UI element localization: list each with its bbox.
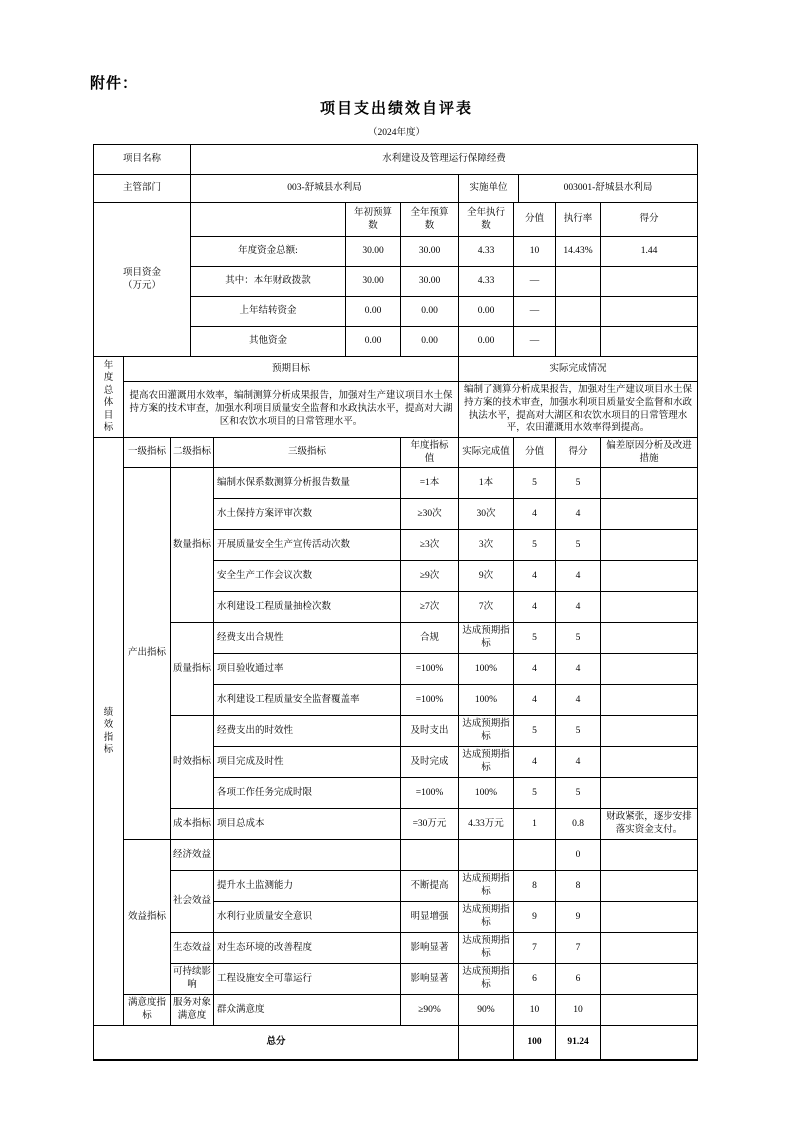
deviation-cell (601, 778, 698, 809)
score-cell: 6 (556, 964, 601, 995)
title-block (0, 97, 793, 138)
level2-quality: 质量指标 (171, 623, 214, 716)
funds-cell: 0.00 (459, 327, 514, 357)
funds-cell: 10 (514, 237, 556, 267)
score-cell: 4 (556, 747, 601, 778)
total-score-value: 100 (514, 1026, 556, 1060)
table-row (94, 175, 698, 203)
score-value-cell: 5 (514, 623, 556, 654)
funds-cell: 4.33 (459, 267, 514, 297)
target-cell (401, 840, 459, 871)
funds-table (93, 202, 698, 357)
funds-row-label-total: 年度资金总额: (191, 237, 346, 267)
level2-ecological: 生态效益 (171, 933, 214, 964)
target-cell: =30万元 (401, 809, 459, 840)
table-row (94, 840, 698, 871)
funds-header-annual-budget: 全年预算数 (401, 203, 459, 237)
l3-cell: 编制水保系数测算分析报告数量 (214, 468, 401, 499)
l3-cell: 经费支出合规性 (214, 623, 401, 654)
funds-cell: 4.33 (459, 237, 514, 267)
score-cell: 5 (556, 530, 601, 561)
total-row (94, 1026, 698, 1060)
funds-cell (556, 327, 601, 357)
actual-cell: 达成预期指标 (459, 623, 514, 654)
l3-cell (214, 840, 401, 871)
score-value-cell: 4 (514, 561, 556, 592)
table-row (94, 382, 698, 438)
target-cell: =100% (401, 778, 459, 809)
header-level3: 三级指标 (214, 438, 401, 468)
attachment-label: 附件： (90, 76, 139, 92)
actual-cell: 达成预期指标 (459, 902, 514, 933)
funds-cell (556, 267, 601, 297)
deviation-cell (601, 561, 698, 592)
score-cell: 0.8 (556, 809, 601, 840)
total-actual (459, 1026, 514, 1060)
page-title: 项目支出绩效自评表 (319, 101, 473, 117)
actual-cell: 100% (459, 685, 514, 716)
deviation-cell (601, 995, 698, 1026)
l3-cell: 水利建设工程质量安全监督覆盖率 (214, 685, 401, 716)
score-value-cell: 10 (514, 995, 556, 1026)
actual-cell: 90% (459, 995, 514, 1026)
score-value-cell: 8 (514, 871, 556, 902)
funds-cell: — (514, 297, 556, 327)
funds-header-score: 得分 (601, 203, 698, 237)
funds-row-label-line1: 项目资金 (122, 267, 161, 278)
score-cell: 4 (556, 685, 601, 716)
level1-output: 产出指标 (124, 468, 171, 840)
funds-row-label-carryover: 上年结转资金 (191, 297, 346, 327)
score-cell: 4 (556, 561, 601, 592)
deviation-cell (601, 964, 698, 995)
score-cell: 7 (556, 933, 601, 964)
actual-cell: 3次 (459, 530, 514, 561)
actual-cell: 100% (459, 654, 514, 685)
l3-cell: 项目验收通过率 (214, 654, 401, 685)
funds-cell: 0.00 (459, 297, 514, 327)
table-row (94, 964, 698, 995)
actual-cell: 1本 (459, 468, 514, 499)
target-cell: ≥9次 (401, 561, 459, 592)
score-cell: 5 (556, 623, 601, 654)
l3-cell: 水利建设工程质量抽检次数 (214, 592, 401, 623)
deviation-cell (601, 716, 698, 747)
table-row (94, 933, 698, 964)
funds-cell: 0.00 (401, 297, 459, 327)
score-value-cell: 5 (514, 468, 556, 499)
score-cell: 10 (556, 995, 601, 1026)
score-cell: 4 (556, 592, 601, 623)
deviation-cell (601, 468, 698, 499)
deviation-cell (601, 840, 698, 871)
deviation-cell (601, 685, 698, 716)
funds-cell (601, 297, 698, 327)
deviation-cell (601, 902, 698, 933)
score-cell: 8 (556, 871, 601, 902)
target-cell: =100% (401, 685, 459, 716)
score-value-cell: 7 (514, 933, 556, 964)
target-cell: =1本 (401, 468, 459, 499)
header-actual-value: 实际完成值 (459, 438, 514, 468)
self-evaluation-table (93, 144, 697, 1061)
funds-cell: 1.44 (601, 237, 698, 267)
target-cell: ≥3次 (401, 530, 459, 561)
total-score: 91.24 (556, 1026, 601, 1060)
funds-header-empty (191, 203, 346, 237)
funds-cell: 0.00 (401, 327, 459, 357)
funds-cell: — (514, 267, 556, 297)
indicators-table (93, 437, 698, 1061)
l3-cell: 各项工作任务完成时限 (214, 778, 401, 809)
score-value-cell: 6 (514, 964, 556, 995)
actual-cell: 达成预期指标 (459, 933, 514, 964)
table-row (94, 871, 698, 902)
header-deviation: 偏差原因分析及改进措施 (601, 438, 698, 468)
actual-cell (459, 840, 514, 871)
project-name-label: 项目名称 (94, 145, 191, 175)
funds-cell: 0.00 (346, 327, 401, 357)
l3-cell: 水利行业质量安全意识 (214, 902, 401, 933)
expected-goal-header: 预期目标 (124, 357, 459, 382)
funds-row-label (94, 203, 191, 357)
target-cell: 不断提高 (401, 871, 459, 902)
actual-cell: 达成预期指标 (459, 716, 514, 747)
target-cell: ≥7次 (401, 592, 459, 623)
implement-unit-label: 实施单位 (459, 175, 519, 203)
implement-unit-value: 003001-舒城县水利局 (519, 175, 698, 203)
deviation-cell (601, 623, 698, 654)
level1-benefit: 效益指标 (124, 840, 171, 995)
total-deviation (601, 1026, 698, 1060)
funds-row-label-other: 其他资金 (191, 327, 346, 357)
department-label: 主管部门 (94, 175, 191, 203)
target-cell: 明显增强 (401, 902, 459, 933)
table-row (94, 995, 698, 1026)
funds-header-exec-rate: 执行率 (556, 203, 601, 237)
score-value-cell: 4 (514, 685, 556, 716)
score-value-cell: 4 (514, 654, 556, 685)
target-cell: ≥90% (401, 995, 459, 1026)
l3-cell: 群众满意度 (214, 995, 401, 1026)
header-score-value: 分值 (514, 438, 556, 468)
total-label: 总分 (94, 1026, 459, 1060)
score-cell: 4 (556, 654, 601, 685)
annual-goal-side-label-text: 年度总体目标 (103, 360, 114, 434)
funds-cell: 30.00 (346, 237, 401, 267)
actual-completion-text: 编制了测算分析成果报告，加强对生产建议项目水土保持方案的技术审查，加强水利项目质量安全监督和水政执法水平，提高对大湖区和农饮水项目的日常管理水平，农田灌溉用水效率得到提高。 (459, 382, 698, 438)
score-cell: 5 (556, 778, 601, 809)
table-row (94, 468, 698, 499)
funds-header-executed: 全年执行数 (459, 203, 514, 237)
target-cell: 及时完成 (401, 747, 459, 778)
score-cell: 0 (556, 840, 601, 871)
info-table (93, 144, 698, 203)
funds-header-score-value: 分值 (514, 203, 556, 237)
score-value-cell: 5 (514, 716, 556, 747)
deviation-cell: 财政紧张，逐步安排落实资金支付。 (601, 809, 698, 840)
table-row (94, 145, 698, 175)
table-row (94, 357, 698, 382)
deviation-cell (601, 530, 698, 561)
level2-service: 服务对象满意度 (171, 995, 214, 1026)
level2-sustainable: 可持续影响 (171, 964, 214, 995)
level2-quantity: 数量指标 (171, 468, 214, 623)
actual-cell: 30次 (459, 499, 514, 530)
l3-cell: 对生态环境的改善程度 (214, 933, 401, 964)
deviation-cell (601, 592, 698, 623)
score-value-cell: 9 (514, 902, 556, 933)
funds-cell: 30.00 (401, 267, 459, 297)
funds-header-initial-budget: 年初预算数 (346, 203, 401, 237)
score-value-cell: 4 (514, 592, 556, 623)
funds-cell: 0.00 (346, 297, 401, 327)
score-value-cell: 1 (514, 809, 556, 840)
funds-cell (601, 327, 698, 357)
table-row (94, 716, 698, 747)
level2-economic: 经济效益 (171, 840, 214, 871)
l3-cell: 经费支出的时效性 (214, 716, 401, 747)
level2-social: 社会效益 (171, 871, 214, 933)
indicators-side-label (94, 438, 124, 1026)
header-annual-target: 年度指标值 (401, 438, 459, 468)
target-cell: 合规 (401, 623, 459, 654)
header-level2: 二级指标 (171, 438, 214, 468)
department-value: 003-舒城县水利局 (191, 175, 459, 203)
level1-satisfaction: 满意度指标 (124, 995, 171, 1026)
header-score: 得分 (556, 438, 601, 468)
deviation-cell (601, 871, 698, 902)
l3-cell: 开展质量安全生产宣传活动次数 (214, 530, 401, 561)
level2-time: 时效指标 (171, 716, 214, 809)
target-cell: 影响显著 (401, 964, 459, 995)
table-row (94, 623, 698, 654)
score-cell: 9 (556, 902, 601, 933)
funds-cell: 14.43% (556, 237, 601, 267)
actual-cell: 9次 (459, 561, 514, 592)
l3-cell: 项目完成及时性 (214, 747, 401, 778)
actual-completion-header: 实际完成情况 (459, 357, 698, 382)
indicators-side-label-text: 绩效指标 (103, 707, 114, 756)
deviation-cell (601, 499, 698, 530)
funds-row-label-fiscal: 其中：本年财政拨款 (191, 267, 346, 297)
score-value-cell (514, 840, 556, 871)
indicators-header-row (94, 438, 698, 468)
target-cell: ≥30次 (401, 499, 459, 530)
expected-goal-text: 提高农田灌溉用水效率，编制测算分析成果报告，加强对生产建议项目水土保持方案的技术审查，加强水利项目质量安全监督和水政执法水平，提高对大湖区和农饮水项目的日常管理水平。 (124, 382, 459, 438)
score-cell: 5 (556, 468, 601, 499)
score-cell: 4 (556, 499, 601, 530)
actual-cell: 4.33万元 (459, 809, 514, 840)
funds-cell: 30.00 (346, 267, 401, 297)
l3-cell: 水土保持方案评审次数 (214, 499, 401, 530)
actual-cell: 达成预期指标 (459, 747, 514, 778)
page-subtitle: （2024年度） (367, 128, 425, 138)
funds-header-row (94, 203, 698, 237)
score-value-cell: 4 (514, 747, 556, 778)
l3-cell: 安全生产工作会议次数 (214, 561, 401, 592)
score-cell: 5 (556, 716, 601, 747)
l3-cell: 工程设施安全可靠运行 (214, 964, 401, 995)
header-level1: 一级指标 (124, 438, 171, 468)
score-value-cell: 5 (514, 778, 556, 809)
score-value-cell: 5 (514, 530, 556, 561)
l3-cell: 项目总成本 (214, 809, 401, 840)
deviation-cell (601, 933, 698, 964)
project-name-value: 水利建设及管理运行保障经费 (191, 145, 698, 175)
funds-cell (601, 267, 698, 297)
annual-goal-side-label (94, 357, 124, 438)
actual-cell: 达成预期指标 (459, 964, 514, 995)
score-value-cell: 4 (514, 499, 556, 530)
target-cell: =100% (401, 654, 459, 685)
funds-cell (556, 297, 601, 327)
annual-goal-table (93, 356, 698, 438)
level2-cost: 成本指标 (171, 809, 214, 840)
actual-cell: 7次 (459, 592, 514, 623)
actual-cell: 达成预期指标 (459, 871, 514, 902)
deviation-cell (601, 654, 698, 685)
target-cell: 影响显著 (401, 933, 459, 964)
table-row (94, 809, 698, 840)
l3-cell: 提升水土监测能力 (214, 871, 401, 902)
funds-cell: — (514, 327, 556, 357)
actual-cell: 100% (459, 778, 514, 809)
deviation-cell (601, 747, 698, 778)
target-cell: 及时支出 (401, 716, 459, 747)
funds-cell: 30.00 (401, 237, 459, 267)
funds-row-label-line2: （万元） (122, 280, 161, 291)
